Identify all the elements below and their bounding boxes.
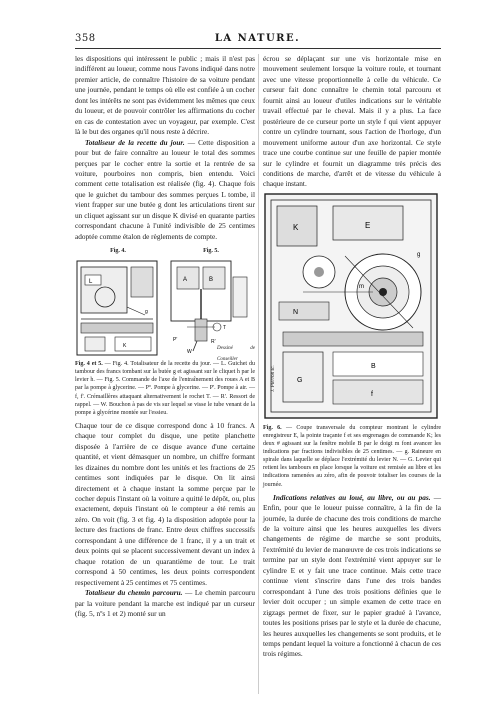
column-separator bbox=[258, 54, 259, 694]
svg-text:G: G bbox=[297, 376, 303, 384]
caption-text: — Fig. 4. Totalisateur de la recette du jour. — L. Guichet du tambour des francs tombant sur la butée g et agissant sur le cliquet h par le levier h. — Fig. 5. Commande de l'axe de l'entraînement des roues A et B par la pompe à glycerine. — Pº. Pompe à glycerine. — P'. Pompe à air. — f, f'. Crémaillères attaquant alternativement le rochet T. — R'. Ressort de rappel. — W. Bouchon à pas de vis sur lequel se visse le tube venant de la pompe à glycérine montée sur l'essieu. bbox=[75, 361, 255, 416]
paragraph: les dispositions qui intéressent le public ; mais il n'est pas indifférent au loueur, comme nous l'avons indiqué dans notre premier article, de connaître l'histoire de sa voiture pendant une journée, pendant le temps où elle est confiée à un cocher dont les intérêts ne sont pas évidemment les mêmes que ceux du loueur, et de pouvoir contrôler les affirmations du cocher en cas de contestation avec un voyageur, par exemple. C'est là le but des organes qu'il nous reste à décrire. bbox=[75, 54, 255, 137]
paragraph-text: — Le chemin parcouru par la voiture pendant la marche est indiqué par un curseur (fig. 5, nºs 1 et 2) monté sur un bbox=[75, 588, 255, 618]
figure-4 bbox=[75, 246, 161, 358]
svg-text:g: g bbox=[417, 251, 421, 258]
page-number: 358 bbox=[75, 33, 96, 44]
svg-text:B: B bbox=[209, 276, 214, 283]
svg-text:g: g bbox=[145, 308, 148, 315]
left-column bbox=[75, 54, 255, 619]
header-rule bbox=[75, 48, 441, 49]
svg-text:R': R' bbox=[211, 338, 216, 345]
figure-label: Fig. 4. bbox=[110, 248, 126, 255]
svg-text:W: W bbox=[187, 348, 192, 355]
svg-text:T: T bbox=[223, 324, 227, 331]
paragraph bbox=[75, 138, 255, 243]
paragraph bbox=[75, 588, 255, 619]
section-heading: Totaliseur du chemin parcouru. bbox=[85, 588, 183, 598]
right-column bbox=[263, 54, 441, 660]
figure-label: Fig. 5. bbox=[203, 248, 219, 255]
svg-text:E: E bbox=[365, 220, 371, 230]
caption-text: — Coupe transversale du compteur montrant le cylindre enregistreur E, la pointe traçante f et ses engrenages de commande K; les deux # agissant sur la fenêtre mobile B par le doigt m font avancer les indications par fractions indivisibles de 25 centimes. — g. Raineure en spirale dans laquelle se déplace l'extrémité du levier N. — G. Levier qui retient les tambours en place lorsque la voiture est remisée au libre et les indications ramenées au zéro, afin de pouvoir totaliser les courses de la journée. bbox=[263, 424, 441, 488]
paragraph-text: — Enfin, pour que le loueur puisse connaître, à la fin de la journée, la durée de chacune des trois conditions de marche de la voiture ainsi que les heures auxquelles les divers changements de régime de marche se sont produits, l'extrémité du levier de manœuvre de ces trois indications se termine par un style dont l'extrémité vient appuyer sur le cylindre E et y fait une trace continue. Mais cette trace continue vient s'inscrire dans l'une des trois bandes correspondant à l'une des trois positions définies que le levier doit occuper ; un simple examen de cette trace en zigzags permet de fixer, sur le papier gradué à l'avance, toutes les positions prises par le style et la durée de chacune, les heures auxquelles les changements se sont produits, et le temps pendant lequel la voiture a fonctionné à chacun de ces trois régimes. bbox=[263, 492, 441, 659]
svg-text:L: L bbox=[89, 278, 93, 285]
svg-text:N: N bbox=[293, 308, 299, 316]
engraver-signature: Dessiné de Conseiller bbox=[217, 346, 255, 362]
engraver-signature: J. Pierron sc. bbox=[271, 365, 276, 392]
svg-text:A: A bbox=[183, 276, 188, 283]
figures-4-5 bbox=[75, 246, 255, 362]
paragraph: Chaque tour de ce disque correspond donc à 10 francs. A chaque tour complet du disque, une petite planchette disposée à l'arrière de ce disque avance d'une certaine quantité, et vient démasquer un nombre, un chiffre formant les dizaines du nombre dont les unités et les fractions de 25 centimes sont indiquées par le disque. On lit ainsi directement et à chaque instant la somme perçue par le cocher depuis l'instant où la voiture a quitté le dépôt, ou, plus exactement, depuis l'instant où le compteur a été remis au zéro. On voit (fig. 3 et fig. 4) la disposition adoptée pour la lecture des fractions de franc. Entre deux chiffres successifs correspondant à une différence de 1 franc, il y a un trait et deux points qui se placent successivement devant un index à chaque rotation de un quarantième de tour. Le trait correspond à 50 centimes, les deux points correspondent respectivement à 25 centimes et 75 centimes. bbox=[75, 420, 255, 587]
svg-text:f: f bbox=[371, 390, 373, 398]
caption-figure-number: Fig. 4 et 5. bbox=[75, 361, 103, 368]
section-heading: Totaliseur de la recette du jour. bbox=[85, 137, 185, 147]
paragraph-text: — Cette disposition a pour but de faire connaître au loueur le total des sommes perçues par le cocher entre la sortie et la rentrée de sa voiture, pourboires non compris, bien entendu. Voici comment cette totalisation est réalisée (fig. 4). Chaque fois que le guichet du tambour des sommes perçues L tombe, il vient frapper sur une butée g dont les articulations tirent sur un cliquet agissant sur un disque K divisé en quarante parties correspondant chacune à l'unité indivisible de 25 centimes adoptée comme étalon de règlements de compte. bbox=[75, 137, 255, 241]
figure-caption bbox=[263, 424, 441, 489]
svg-text:B: B bbox=[371, 362, 376, 370]
figure-6 bbox=[263, 192, 441, 422]
svg-text:K: K bbox=[123, 342, 127, 349]
caption-figure-number: Fig. 6. bbox=[263, 424, 282, 431]
paragraph bbox=[263, 493, 441, 660]
svg-text:P': P' bbox=[173, 336, 178, 343]
figure-caption bbox=[75, 360, 255, 417]
paragraph: écrou se déplaçant sur une vis horizontale mise en mouvement seulement lorsque la voiture roule, et tournant avec une vitesse proportionnelle à celle du véhicule. Ce curseur fait donc connaître le chemin total parcouru et fournit ainsi au loueur d'utiles indications sur le véritable travail effectué par le cheval. Mais il y a plus. La face postérieure de ce curseur porte un style f qui vient appuyer contre un cylindre tournant, sous l'action de l'horloge, d'un mouvement uniforme autour d'un axe horizontal. Ce style trace une courbe continue sur une feuille de papier montée sur le cylindre et fournit un diagramme très précis des conditions de marche, d'arrêt et de vitesse du véhicule à chaque instant. bbox=[263, 54, 441, 189]
page-header bbox=[75, 33, 440, 47]
svg-text:m: m bbox=[359, 283, 364, 290]
figure-6-drawing bbox=[263, 192, 441, 422]
figure-4-drawing bbox=[75, 257, 161, 361]
figure-5 bbox=[167, 246, 255, 362]
journal-title: LA NATURE. bbox=[214, 33, 301, 44]
section-heading: Indications relatives au loué, au libre, ou au pas. bbox=[273, 492, 431, 502]
svg-text:K: K bbox=[293, 222, 299, 232]
